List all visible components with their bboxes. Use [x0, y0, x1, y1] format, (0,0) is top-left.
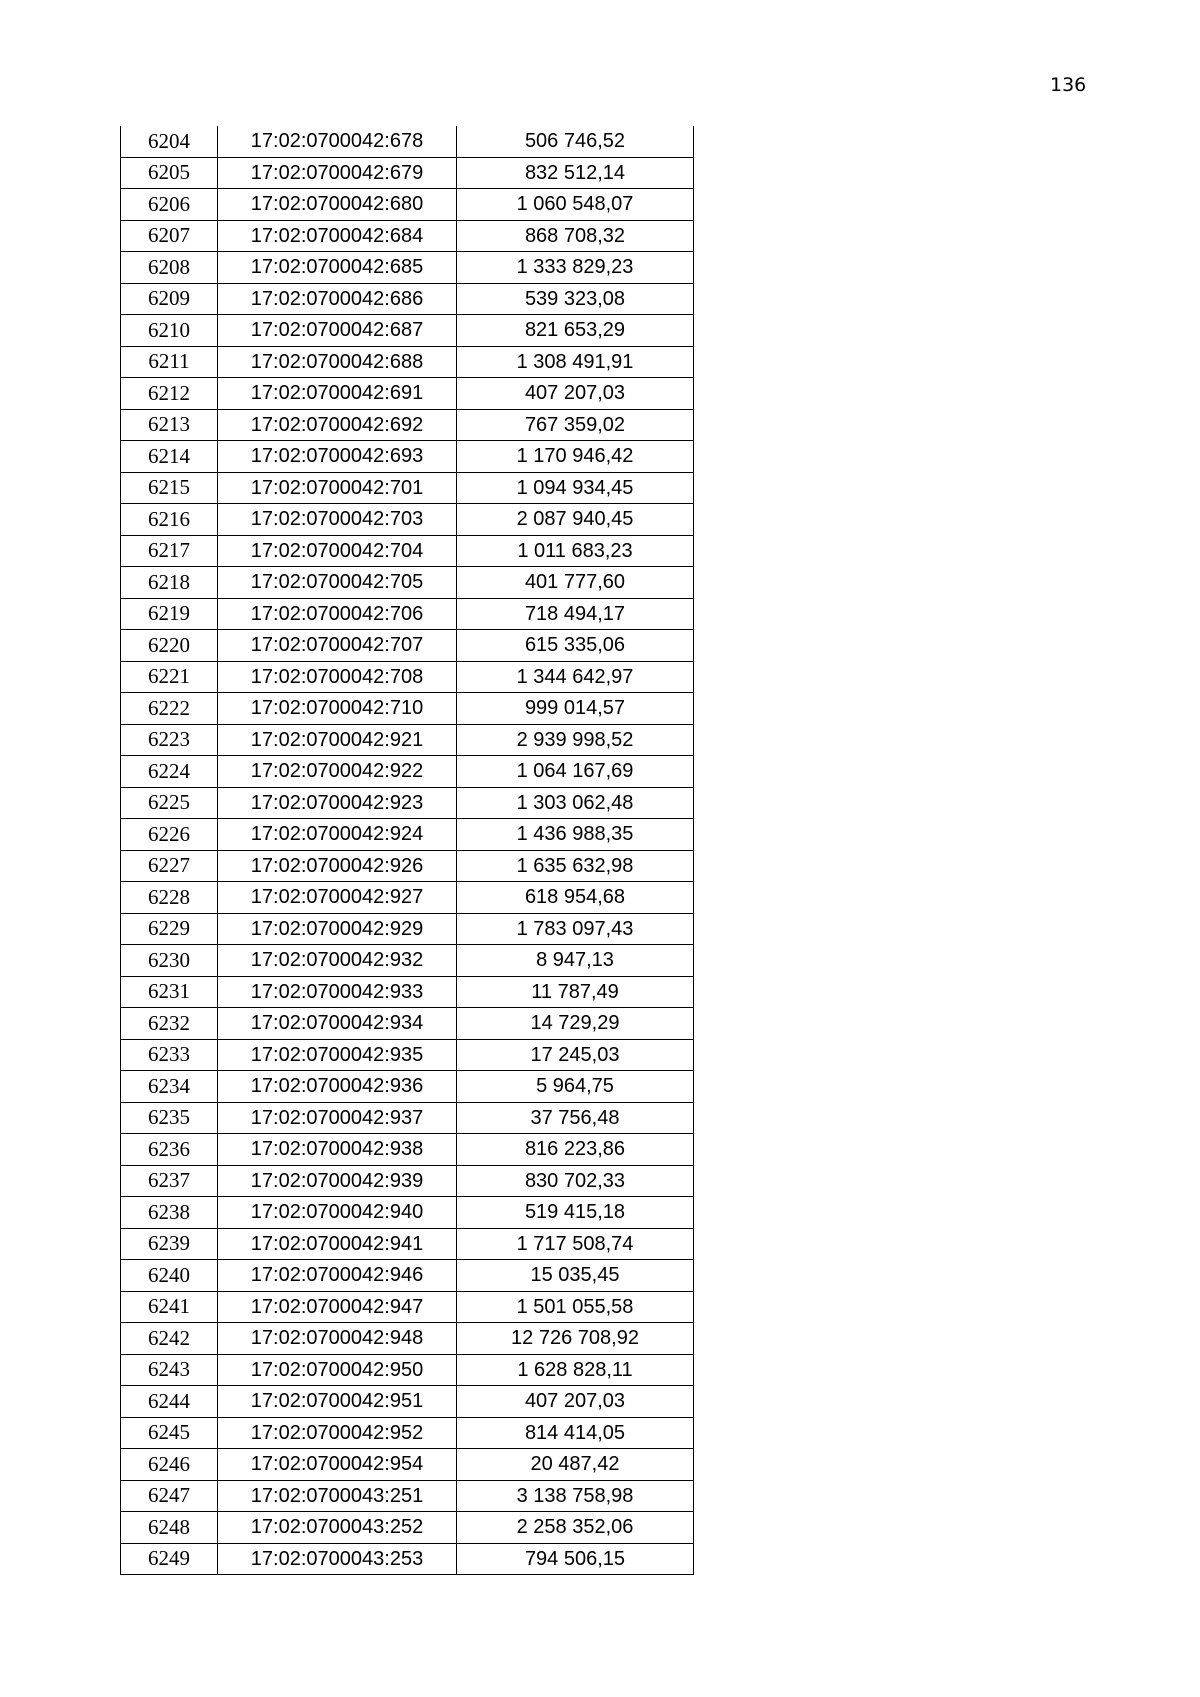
row-number-cell: 6237	[121, 1165, 218, 1197]
row-number-cell: 6220	[121, 630, 218, 662]
cadastral-number-cell: 17:02:0700042:680	[218, 189, 457, 221]
cadastral-number-cell: 17:02:0700042:687	[218, 315, 457, 347]
cadastral-number-cell: 17:02:0700042:692	[218, 409, 457, 441]
cadastral-value-cell: 12 726 708,92	[457, 1323, 694, 1355]
row-number-cell: 6227	[121, 850, 218, 882]
cadastral-value-cell: 519 415,18	[457, 1197, 694, 1229]
row-number-cell: 6217	[121, 535, 218, 567]
row-number-cell: 6210	[121, 315, 218, 347]
table-row	[121, 787, 694, 819]
table-row	[121, 220, 694, 252]
table-row	[121, 819, 694, 851]
cadastral-value-cell: 1 060 548,07	[457, 189, 694, 221]
table-row	[121, 441, 694, 473]
cadastral-number-cell: 17:02:0700042:693	[218, 441, 457, 473]
cadastral-value-cell: 14 729,29	[457, 1008, 694, 1040]
cadastral-number-cell: 17:02:0700042:926	[218, 850, 457, 882]
table-row	[121, 1417, 694, 1449]
cadastral-number-cell: 17:02:0700042:922	[218, 756, 457, 788]
table-row	[121, 1449, 694, 1481]
cadastral-value-cell: 1 308 491,91	[457, 346, 694, 378]
cadastral-number-cell: 17:02:0700042:927	[218, 882, 457, 914]
cadastral-value-cell: 999 014,57	[457, 693, 694, 725]
table-row	[121, 1480, 694, 1512]
cadastral-value-cell: 1 628 828,11	[457, 1354, 694, 1386]
cadastral-number-cell: 17:02:0700042:952	[218, 1417, 457, 1449]
page-number: 136	[1050, 74, 1087, 96]
cadastral-value-cell: 17 245,03	[457, 1039, 694, 1071]
row-number-cell: 6234	[121, 1071, 218, 1103]
table-row	[121, 346, 694, 378]
table-row	[121, 598, 694, 630]
row-number-cell: 6213	[121, 409, 218, 441]
row-number-cell: 6216	[121, 504, 218, 536]
table-row	[121, 1354, 694, 1386]
cadastral-number-cell: 17:02:0700043:253	[218, 1543, 457, 1575]
cadastral-number-cell: 17:02:0700042:688	[218, 346, 457, 378]
table-row	[121, 504, 694, 536]
cadastral-value-cell: 2 087 940,45	[457, 504, 694, 536]
cadastral-value-cell: 15 035,45	[457, 1260, 694, 1292]
row-number-cell: 6248	[121, 1512, 218, 1544]
cadastral-number-cell: 17:02:0700042:935	[218, 1039, 457, 1071]
table-row	[121, 724, 694, 756]
table-row	[121, 472, 694, 504]
cadastral-value-cell: 832 512,14	[457, 157, 694, 189]
cadastral-number-cell: 17:02:0700042:710	[218, 693, 457, 725]
cadastral-value-cell: 1 094 934,45	[457, 472, 694, 504]
cadastral-value-cell: 2 939 998,52	[457, 724, 694, 756]
table-row	[121, 126, 694, 157]
cadastral-number-cell: 17:02:0700042:934	[218, 1008, 457, 1040]
cadastral-value-cell: 1 436 988,35	[457, 819, 694, 851]
row-number-cell: 6245	[121, 1417, 218, 1449]
cadastral-number-cell: 17:02:0700042:951	[218, 1386, 457, 1418]
cadastral-value-cell: 814 414,05	[457, 1417, 694, 1449]
cadastral-value-cell: 5 964,75	[457, 1071, 694, 1103]
row-number-cell: 6233	[121, 1039, 218, 1071]
row-number-cell: 6208	[121, 252, 218, 284]
table-row	[121, 315, 694, 347]
table-row	[121, 283, 694, 315]
cadastral-value-cell: 1 501 055,58	[457, 1291, 694, 1323]
table-row	[121, 882, 694, 914]
cadastral-value-cell: 11 787,49	[457, 976, 694, 1008]
row-number-cell: 6224	[121, 756, 218, 788]
cadastral-number-cell: 17:02:0700042:932	[218, 945, 457, 977]
cadastral-number-cell: 17:02:0700042:686	[218, 283, 457, 315]
cadastral-value-cell: 615 335,06	[457, 630, 694, 662]
table-row	[121, 409, 694, 441]
cadastral-value-cell: 1 170 946,42	[457, 441, 694, 473]
row-number-cell: 6240	[121, 1260, 218, 1292]
row-number-cell: 6204	[121, 126, 218, 157]
cadastral-value-cell: 767 359,02	[457, 409, 694, 441]
row-number-cell: 6212	[121, 378, 218, 410]
cadastral-number-cell: 17:02:0700042:705	[218, 567, 457, 599]
cadastral-number-cell: 17:02:0700042:939	[218, 1165, 457, 1197]
cadastral-number-cell: 17:02:0700043:252	[218, 1512, 457, 1544]
row-number-cell: 6244	[121, 1386, 218, 1418]
row-number-cell: 6249	[121, 1543, 218, 1575]
cadastral-value-cell: 868 708,32	[457, 220, 694, 252]
cadastral-value-cell: 539 323,08	[457, 283, 694, 315]
row-number-cell: 6226	[121, 819, 218, 851]
cadastral-value-cell: 8 947,13	[457, 945, 694, 977]
row-number-cell: 6205	[121, 157, 218, 189]
cadastral-value-cell: 821 653,29	[457, 315, 694, 347]
table-row	[121, 252, 694, 284]
cadastral-number-cell: 17:02:0700042:691	[218, 378, 457, 410]
row-number-cell: 6214	[121, 441, 218, 473]
row-number-cell: 6242	[121, 1323, 218, 1355]
row-number-cell: 6232	[121, 1008, 218, 1040]
row-number-cell: 6218	[121, 567, 218, 599]
table-row	[121, 1165, 694, 1197]
table-row	[121, 1386, 694, 1418]
table-row	[121, 1102, 694, 1134]
cadastral-value-cell: 1 635 632,98	[457, 850, 694, 882]
cadastral-number-cell: 17:02:0700042:946	[218, 1260, 457, 1292]
row-number-cell: 6238	[121, 1197, 218, 1229]
row-number-cell: 6219	[121, 598, 218, 630]
cadastral-number-cell: 17:02:0700042:703	[218, 504, 457, 536]
cadastral-number-cell: 17:02:0700042:947	[218, 1291, 457, 1323]
cadastral-value-table	[120, 126, 694, 1575]
cadastral-value-cell: 1 011 683,23	[457, 535, 694, 567]
table-row	[121, 1197, 694, 1229]
cadastral-number-cell: 17:02:0700042:678	[218, 126, 457, 157]
cadastral-value-cell: 794 506,15	[457, 1543, 694, 1575]
table-row	[121, 945, 694, 977]
row-number-cell: 6211	[121, 346, 218, 378]
row-number-cell: 6247	[121, 1480, 218, 1512]
cadastral-value-cell: 1 344 642,97	[457, 661, 694, 693]
row-number-cell: 6207	[121, 220, 218, 252]
row-number-cell: 6223	[121, 724, 218, 756]
cadastral-value-cell: 2 258 352,06	[457, 1512, 694, 1544]
table-row	[121, 567, 694, 599]
cadastral-value-cell: 3 138 758,98	[457, 1480, 694, 1512]
cadastral-value-cell: 830 702,33	[457, 1165, 694, 1197]
row-number-cell: 6221	[121, 661, 218, 693]
row-number-cell: 6206	[121, 189, 218, 221]
cadastral-value-cell: 401 777,60	[457, 567, 694, 599]
row-number-cell: 6215	[121, 472, 218, 504]
cadastral-value-cell: 506 746,52	[457, 126, 694, 157]
table-row	[121, 1291, 694, 1323]
table-row	[121, 913, 694, 945]
table-row	[121, 1008, 694, 1040]
cadastral-number-cell: 17:02:0700042:950	[218, 1354, 457, 1386]
cadastral-value-cell: 37 756,48	[457, 1102, 694, 1134]
table-row	[121, 1228, 694, 1260]
table-row	[121, 756, 694, 788]
row-number-cell: 6239	[121, 1228, 218, 1260]
cadastral-number-cell: 17:02:0700042:685	[218, 252, 457, 284]
table-row	[121, 1071, 694, 1103]
cadastral-number-cell: 17:02:0700042:923	[218, 787, 457, 819]
cadastral-number-cell: 17:02:0700042:954	[218, 1449, 457, 1481]
cadastral-number-cell: 17:02:0700042:938	[218, 1134, 457, 1166]
cadastral-number-cell: 17:02:0700042:929	[218, 913, 457, 945]
row-number-cell: 6229	[121, 913, 218, 945]
cadastral-number-cell: 17:02:0700042:937	[218, 1102, 457, 1134]
table-row	[121, 1543, 694, 1575]
table-row	[121, 661, 694, 693]
table-row	[121, 693, 694, 725]
cadastral-number-cell: 17:02:0700042:948	[218, 1323, 457, 1355]
row-number-cell: 6228	[121, 882, 218, 914]
row-number-cell: 6225	[121, 787, 218, 819]
table-row	[121, 1260, 694, 1292]
cadastral-value-cell: 407 207,03	[457, 1386, 694, 1418]
table-row	[121, 535, 694, 567]
cadastral-number-cell: 17:02:0700042:684	[218, 220, 457, 252]
row-number-cell: 6209	[121, 283, 218, 315]
row-number-cell: 6246	[121, 1449, 218, 1481]
cadastral-value-cell: 1 717 508,74	[457, 1228, 694, 1260]
cadastral-number-cell: 17:02:0700042:679	[218, 157, 457, 189]
cadastral-number-cell: 17:02:0700042:707	[218, 630, 457, 662]
cadastral-value-cell: 816 223,86	[457, 1134, 694, 1166]
row-number-cell: 6230	[121, 945, 218, 977]
table-row	[121, 1512, 694, 1544]
cadastral-number-cell: 17:02:0700042:708	[218, 661, 457, 693]
cadastral-value-cell: 1 303 062,48	[457, 787, 694, 819]
cadastral-number-cell: 17:02:0700042:940	[218, 1197, 457, 1229]
table-row	[121, 976, 694, 1008]
cadastral-number-cell: 17:02:0700042:704	[218, 535, 457, 567]
table-body	[121, 126, 694, 1575]
cadastral-value-cell: 1 064 167,69	[457, 756, 694, 788]
cadastral-number-cell: 17:02:0700042:941	[218, 1228, 457, 1260]
table-row	[121, 157, 694, 189]
cadastral-value-cell: 407 207,03	[457, 378, 694, 410]
table-row	[121, 1323, 694, 1355]
cadastral-value-cell: 718 494,17	[457, 598, 694, 630]
table-row	[121, 1134, 694, 1166]
table-row	[121, 1039, 694, 1071]
row-number-cell: 6241	[121, 1291, 218, 1323]
cadastral-number-cell: 17:02:0700042:921	[218, 724, 457, 756]
cadastral-number-cell: 17:02:0700043:251	[218, 1480, 457, 1512]
cadastral-number-cell: 17:02:0700042:936	[218, 1071, 457, 1103]
cadastral-number-cell: 17:02:0700042:701	[218, 472, 457, 504]
cadastral-number-cell: 17:02:0700042:924	[218, 819, 457, 851]
row-number-cell: 6222	[121, 693, 218, 725]
row-number-cell: 6236	[121, 1134, 218, 1166]
table-row	[121, 189, 694, 221]
row-number-cell: 6231	[121, 976, 218, 1008]
cadastral-number-cell: 17:02:0700042:933	[218, 976, 457, 1008]
cadastral-number-cell: 17:02:0700042:706	[218, 598, 457, 630]
cadastral-value-cell: 1 783 097,43	[457, 913, 694, 945]
cadastral-value-cell: 1 333 829,23	[457, 252, 694, 284]
row-number-cell: 6243	[121, 1354, 218, 1386]
table-row	[121, 378, 694, 410]
cadastral-value-cell: 618 954,68	[457, 882, 694, 914]
row-number-cell: 6235	[121, 1102, 218, 1134]
cadastral-value-cell: 20 487,42	[457, 1449, 694, 1481]
table-row	[121, 630, 694, 662]
table-row	[121, 850, 694, 882]
